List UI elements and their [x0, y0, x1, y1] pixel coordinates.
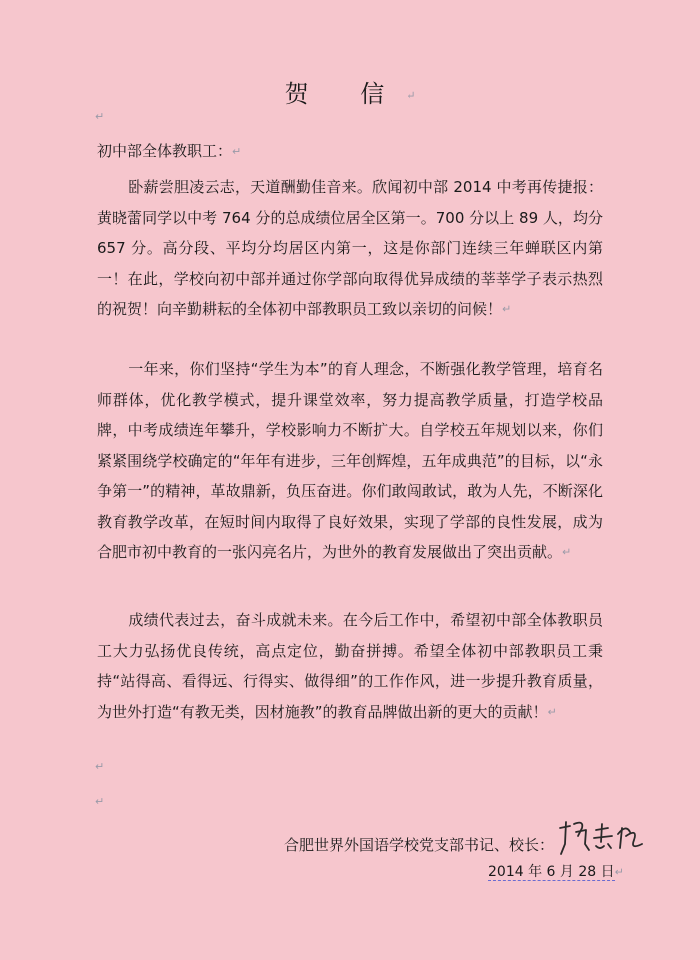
- body-paragraph: [97, 354, 603, 568]
- letter-date: [488, 861, 624, 881]
- paragraph-mark-icon: ↵: [614, 865, 624, 879]
- paragraph-mark-icon: ↵: [562, 545, 572, 559]
- paragraph-mark-icon: ↵: [502, 302, 512, 316]
- paragraph-text: 卧薪尝胆凌云志，天道酬勤佳音来。欣闻初中部 2014 中考再传捷报：黄晓蕾同学以中考 764 分的总成绩位居全区第一。700 分以上 89 人，均分 657 分。高分段、平均分均居区内第一，这是你部门连续三年蝉联区内第一！在此，学校向初中部并通过你学部向取得优异成绩的莘莘学子表示热烈的祝贺！向辛勤耕耘的全体初中部教职员工致以亲切的问候！: [97, 178, 603, 318]
- paragraph-mark-icon: ↵: [95, 795, 105, 808]
- paragraph-mark-icon: ↵: [232, 145, 242, 158]
- paragraph-text: 一年来，你们坚持“学生为本”的育人理念，不断强化教学管理，培育名师群体，优化教学模式，提升课堂效率，努力提高教学质量，打造学校品牌，中考成绩连年攀升，学校影响力不断扩大。自学校五年规划以来，你们紧紧围绕学校确定的“年年有进步，三年创辉煌，五年成典范”的目标，以“永争第一”的精神，革故鼎新，负压奋进。你们敢闯敢试，敢为人先，不断深化教育教学改革，在短时间内取得了良好效果，实现了学部的良性发展，成为合肥市初中教育的一张闪亮名片，为世外的教育发展做出了突出贡献。: [97, 360, 603, 561]
- paragraph-mark-icon: ↵: [406, 89, 416, 102]
- paragraph-mark-icon: ↵: [547, 704, 557, 718]
- paragraph-mark-icon: ↵: [95, 110, 105, 123]
- body-paragraph: [97, 605, 603, 727]
- signer-title: 合肥世界外国语学校党支部书记、校长：: [284, 835, 555, 854]
- date-text: 2014 年 6 月 28 日: [488, 864, 615, 880]
- paragraph-text: 成绩代表过去，奋斗成就未来。在今后工作中，希望初中部全体教职员工大力弘扬优良传统，高点定位，勤奋拼搏。希望全体初中部教职员工秉持“站得高、看得远、行得实、做得细”的工作作风，进一步提升教育质量，为世外打造“有教无类，因材施教”的教育品牌做出新的更大的贡献！: [97, 611, 603, 721]
- handwritten-signature: [556, 814, 648, 860]
- signature-line: [284, 828, 648, 860]
- salutation-text: 初中部全体教职工：: [97, 142, 233, 160]
- salutation: [97, 140, 241, 161]
- letter-title: [0, 74, 700, 109]
- title-text: 贺 信: [284, 80, 407, 108]
- body-paragraph: [97, 172, 603, 325]
- paragraph-mark-icon: ↵: [95, 760, 105, 773]
